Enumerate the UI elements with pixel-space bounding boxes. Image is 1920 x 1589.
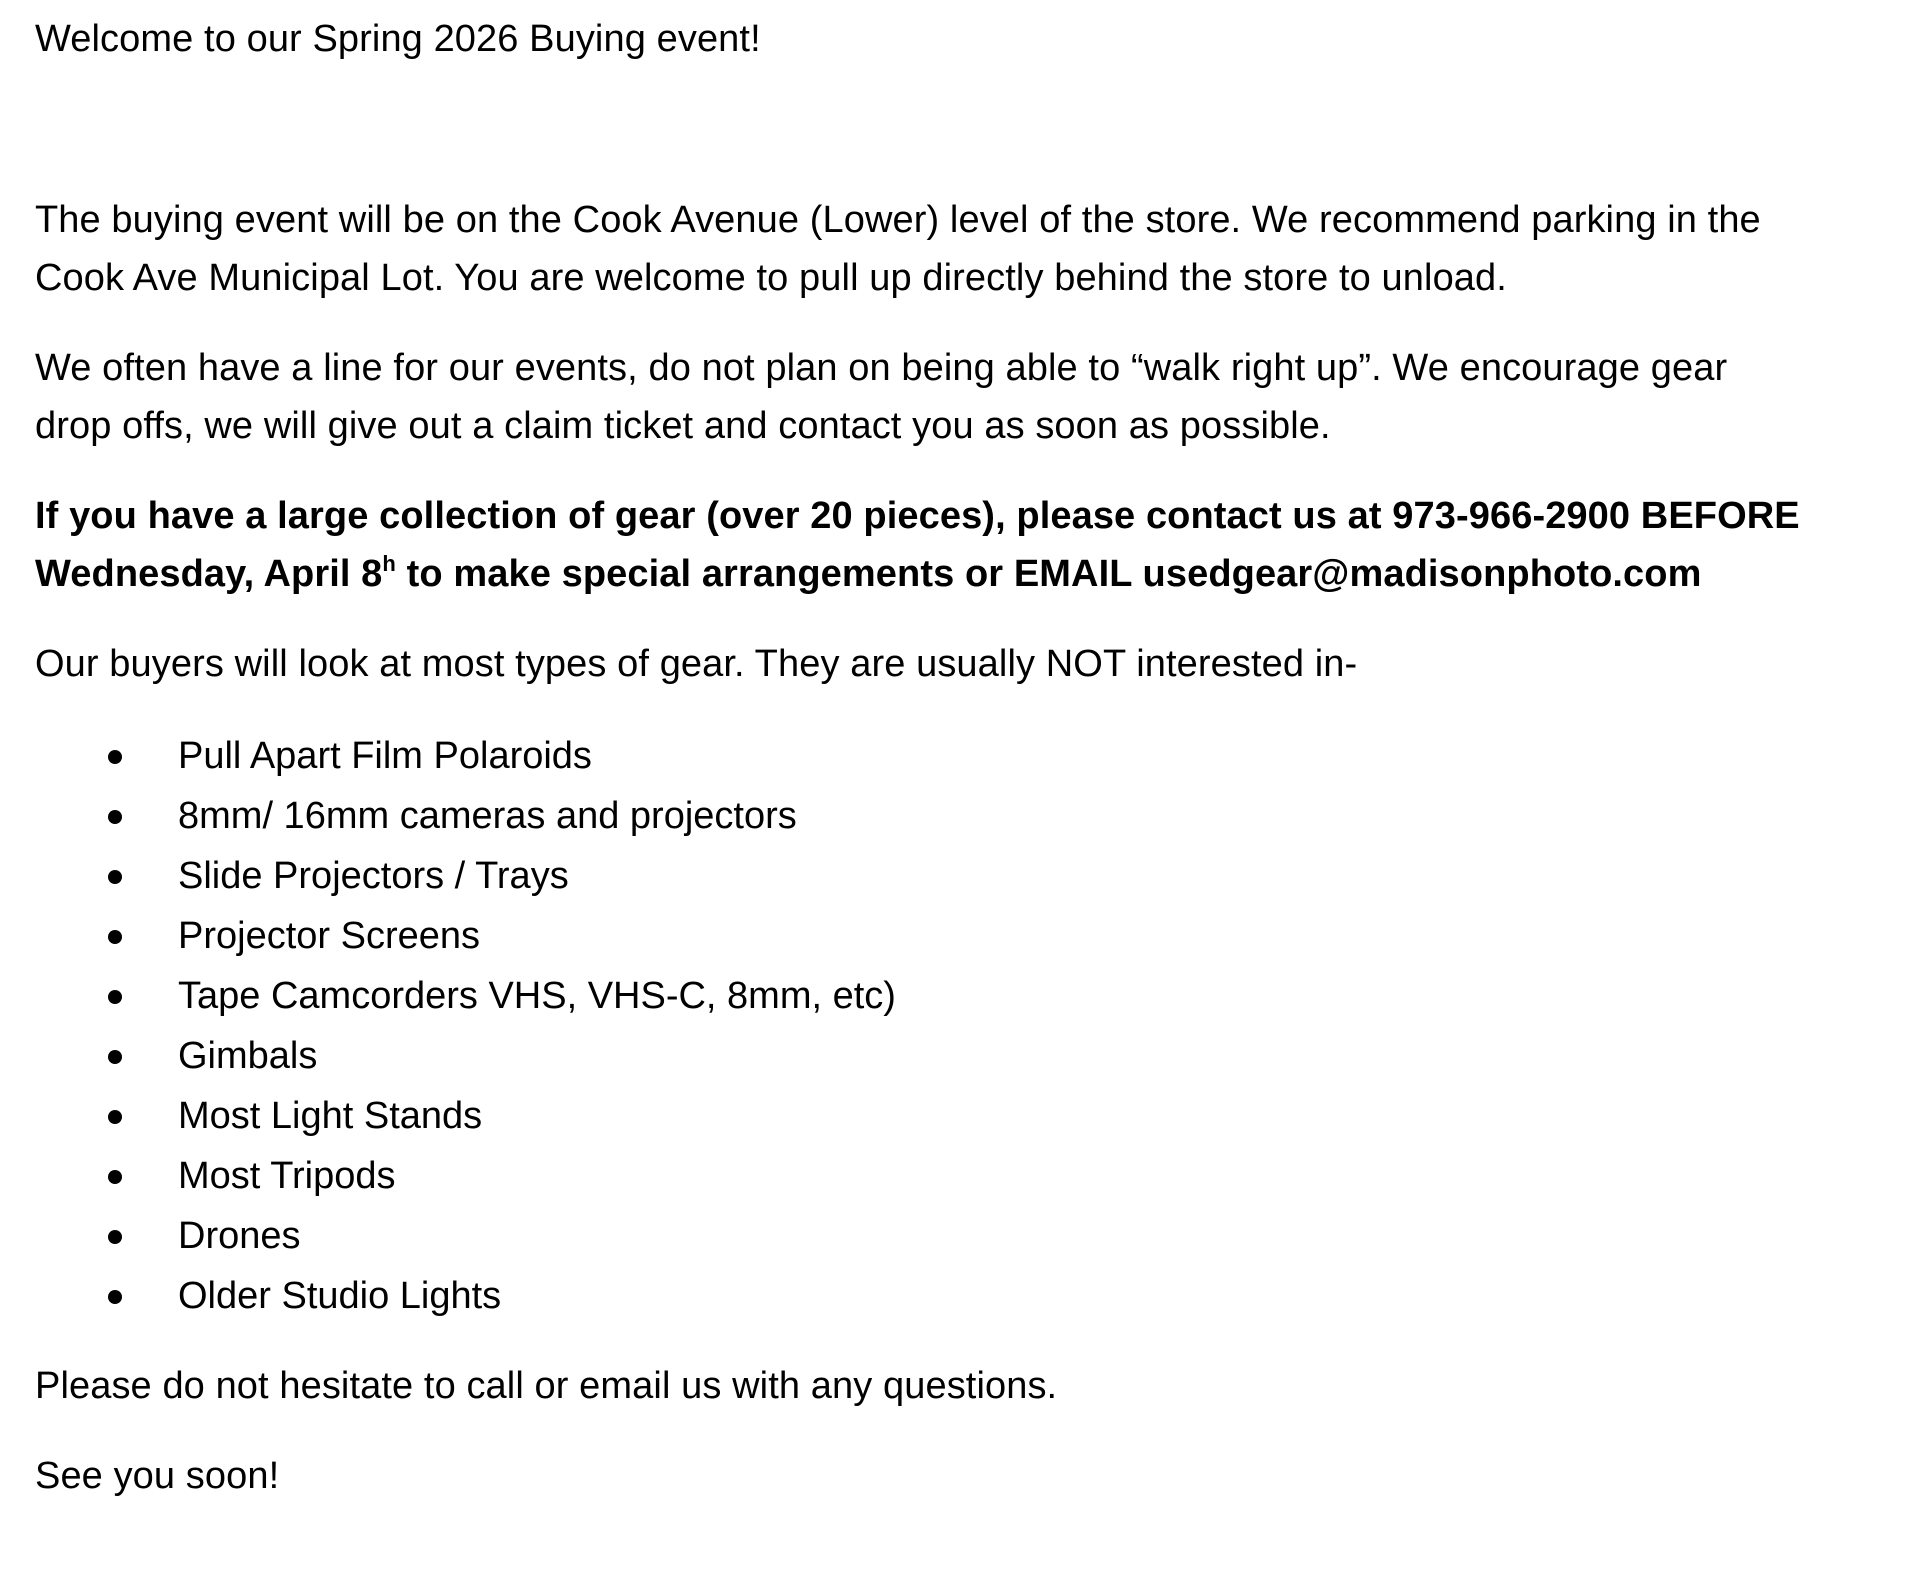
- list-item-text: Slide Projectors / Trays: [178, 855, 569, 897]
- list-item-text: Tape Camcorders VHS, VHS-C, 8mm, etc): [178, 975, 896, 1017]
- location-line-1: The buying event will be on the Cook Avenue (Lower) level of the store. We recommend parking in the: [35, 199, 1761, 241]
- list-item-text: Pull Apart Film Polaroids: [178, 735, 592, 777]
- bullet-icon: [108, 990, 122, 1004]
- bullet-icon: [108, 930, 122, 944]
- list-item-text: Most Tripods: [178, 1155, 396, 1197]
- list-item-text: Gimbals: [178, 1035, 318, 1077]
- welcome-heading: Welcome to our Spring 2026 Buying event!: [35, 18, 761, 60]
- bullet-icon: [108, 1110, 122, 1124]
- signoff-line: See you soon!: [35, 1455, 280, 1497]
- list-item-text: Projector Screens: [178, 915, 481, 957]
- list-intro: Our buyers will look at most types of gear. They are usually NOT interested in-: [35, 643, 1358, 685]
- contact-line-2: [35, 545, 1702, 608]
- list-item-text: 8mm/ 16mm cameras and projectors: [178, 795, 797, 837]
- bullet-icon: [108, 1230, 122, 1244]
- contact-instructions: to make special arrangements or EMAIL usedgear@madisonphoto.com: [395, 553, 1702, 595]
- list-item-text: Older Studio Lights: [178, 1275, 502, 1317]
- contact-line-1: If you have a large collection of gear (over 20 pieces), please contact us at 973-966-2900 BEFORE: [35, 495, 1800, 537]
- bullet-icon: [108, 1170, 122, 1184]
- list-item-text: Drones: [178, 1215, 301, 1257]
- location-line-2: Cook Ave Municipal Lot. You are welcome to pull up directly behind the store to unload.: [35, 257, 1507, 299]
- bullet-icon: [108, 1290, 122, 1304]
- line-notice-line-2: drop offs, we will give out a claim ticket and contact you as soon as possible.: [35, 405, 1331, 447]
- list-item-text: Most Light Stands: [178, 1095, 483, 1137]
- bullet-icon: [108, 750, 122, 764]
- bullet-icon: [108, 870, 122, 884]
- bullet-icon: [108, 810, 122, 824]
- questions-line: Please do not hesitate to call or email us with any questions.: [35, 1365, 1058, 1407]
- line-notice-line-1: We often have a line for our events, do not plan on being able to “walk right up”. We encourage gear: [35, 347, 1728, 389]
- contact-date: Wednesday, April 8: [35, 553, 383, 595]
- bullet-icon: [108, 1050, 122, 1064]
- contact-date-superscript: h: [382, 551, 396, 576]
